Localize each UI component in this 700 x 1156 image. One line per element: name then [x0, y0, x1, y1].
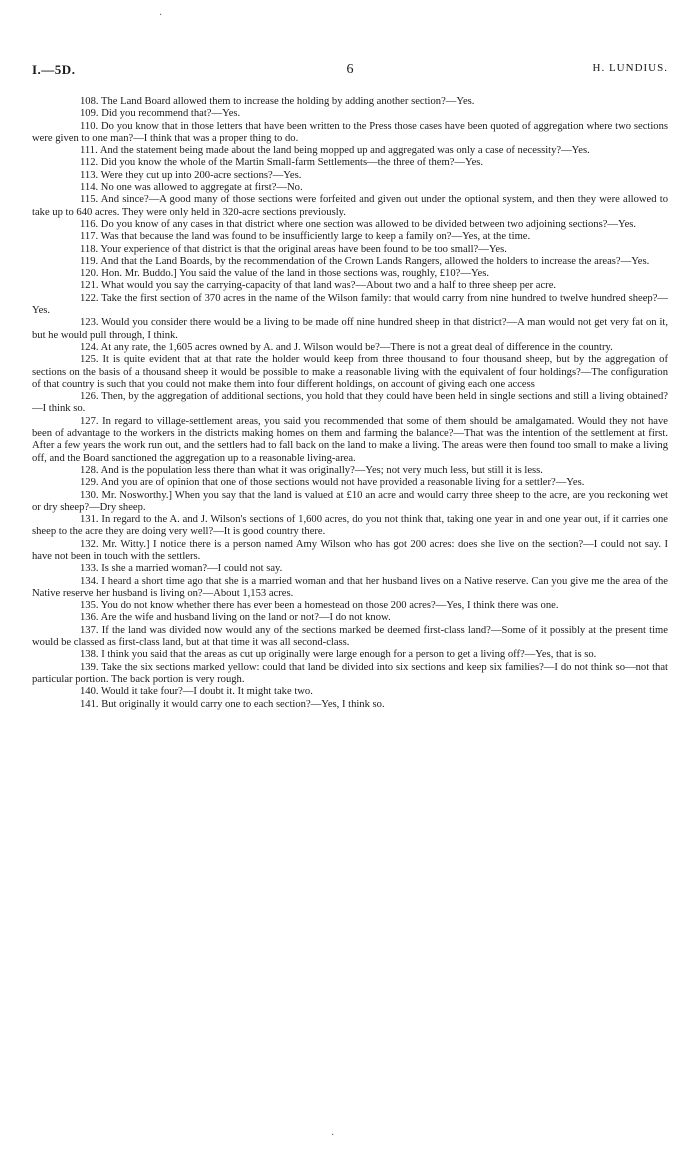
- question-answer-paragraph: 113. Were they cut up into 200-acre sections?—Yes.: [80, 169, 302, 181]
- question-answer-paragraph: 111. And the statement being made about the land being mopped up and aggregated was only a case of necessity?—Yes.: [80, 145, 590, 157]
- question-answer-paragraph: 126. Then, by the aggregation of additional sections, you hold that they could have been held in single sections and still a living obtained?—I think so.: [32, 391, 668, 415]
- question-answer-paragraph: 109. Did you recommend that?—Yes.: [80, 108, 241, 120]
- question-answer-paragraph: 130. Mr. Nosworthy.] When you say that the land is valued at £10 an acre and would carry three sheep to the acre, are you reckoning wet or dry sheep?—Dry sheep.: [32, 489, 668, 513]
- question-answer-paragraph: 127. In regard to village-settlement areas, you said you recommended that some of them should be amalgamated. Would they not have been of advantage to the workers in the districts making homes on them and farming the balance?—That was the intention of the settlement at first. After a few years the work run out, and the settlers had to fall back on the land to make a living. The areas were then found too small to make a living off, and the Board sanctioned the aggregation up to a reasonable living-area.: [32, 415, 668, 464]
- scan-mark-top: ·: [159, 10, 163, 21]
- question-answer-paragraph: 108. The Land Board allowed them to increase the holding by adding another section?—Yes.: [80, 96, 475, 107]
- question-answer-paragraph: 120. Hon. Mr. Buddo.] You said the value of the land in those sections was, roughly, £10?—Yes.: [80, 268, 490, 280]
- transcript-body: [32, 96, 668, 711]
- question-answer-paragraph: 136. Are the wife and husband living on the land or not?—I do not know.: [80, 612, 391, 624]
- witness-name: H. LUNDIUS.: [592, 62, 668, 74]
- question-answer-paragraph: 117. Was that because the land was found to be insufficiently large to keep a family on?—Yes, at the time.: [80, 231, 531, 243]
- question-answer-paragraph: 115. And since?—A good many of those sections were forfeited and given out under the optional system, and then they were allowed to take up to 640 acres. They were only held in 320-acre sections previously.: [32, 194, 668, 218]
- question-answer-paragraph: 118. Your experience of that district is that the original areas have been found to be too small?—Yes.: [80, 243, 507, 255]
- question-answer-paragraph: 141. But originally it would carry one to each section?—Yes, I think so.: [80, 698, 385, 710]
- question-answer-paragraph: 110. Do you know that in those letters that have been written to the Press those cases have been quoted of aggregation where two sections were given to one man?—I think that was a proper thing to do.: [32, 120, 668, 144]
- question-answer-paragraph: 137. If the land was divided now would any of the sections marked be deemed first-class land?—Some of it possibly at the present time would be classed as first-class land, but at that time it was all second-class.: [32, 624, 668, 649]
- question-answer-paragraph: 116. Do you know of any cases in that district where one section was allowed to be divided between two adjoining sections?—Yes.: [80, 218, 637, 230]
- question-answer-paragraph: 122. Take the first section of 370 acres in the name of the Wilson family: that would carry from nine hundred to twelve hundred sheep?—Yes.: [32, 292, 668, 317]
- question-answer-paragraph: 133. Is she a married woman?—I could not say.: [80, 563, 283, 575]
- question-answer-paragraph: 140. Would it take four?—I doubt it. It might take two.: [80, 686, 313, 698]
- question-answer-paragraph: 138. I think you said that the areas as cut up originally were large enough for a person to get a living off?—Yes, that is so.: [80, 649, 597, 661]
- question-answer-paragraph: 128. And is the population less there than what it was originally?—Yes; not very much less, but still it is less.: [80, 464, 543, 476]
- page-number: 6: [346, 62, 354, 77]
- question-answer-paragraph: 139. Take the six sections marked yellow: could that land be divided into six sections and keep six families?—I do not think so—not that particular portion. The back portion is very rough.: [32, 661, 668, 685]
- question-answer-paragraph: 114. No one was allowed to aggregate at first?—No.: [80, 182, 303, 194]
- document-reference: I.—5D.: [32, 62, 76, 77]
- question-answer-paragraph: 131. In regard to the A. and J. Wilson's sections of 1,600 acres, do you not think that, taking one year in and one year out, if it carries one sheep to the acre they are doing very well?—It is good country there.: [32, 514, 668, 538]
- page-header: [32, 62, 668, 80]
- question-answer-paragraph: 112. Did you know the whole of the Martin Small-farm Settlements—the three of them?—Yes.: [80, 157, 484, 169]
- question-answer-paragraph: 125. It is quite evident that at that rate the holder would keep from three thousand to four thousand sheep, but by the aggregation of sections on the basis of a thousand sheep it would be possible to make a reasonable living with the equivalent of four holdings?—The configuration of that country is such that you could not make them into four different holdings, on account of giving each one access: [32, 354, 668, 390]
- question-answer-paragraph: 121. What would you say the carrying-capacity of that land was?—About two and a half to three sheep per acre.: [80, 280, 557, 292]
- question-answer-paragraph: 124. At any rate, the 1,605 acres owned by A. and J. Wilson would be?—There is not a great deal of difference in the country.: [80, 341, 613, 353]
- question-answer-paragraph: 119. And that the Land Boards, by the recommendation of the Crown Lands Rangers, allowed the holders to increase the areas?—Yes.: [80, 255, 650, 267]
- question-answer-paragraph: 134. I heard a short time ago that she is a married woman and that her husband lives on a Native reserve. Can you give me the area of the Native reserve her husband is living on?—About 1,153 acres.: [32, 575, 668, 599]
- question-answer-paragraph: 132. Mr. Witty.] I notice there is a person named Amy Wilson who has got 200 acres: does she live on the section?—I could not say. I have not been in touch with the settlers.: [32, 538, 668, 562]
- question-answer-paragraph: 129. And you are of opinion that one of those sections would not have provided a reasonable living for a settler?—Yes.: [80, 477, 585, 489]
- question-answer-paragraph: 123. Would you consider there would be a living to be made off nine hundred sheep in that district?—A man would not get very fat on it, but he would pull through, I think.: [32, 317, 668, 341]
- scan-mark-bottom: ·: [331, 1130, 335, 1141]
- question-answer-paragraph: 135. You do not know whether there has ever been a homestead on those 200 acres?—Yes, I think there was one.: [80, 600, 559, 612]
